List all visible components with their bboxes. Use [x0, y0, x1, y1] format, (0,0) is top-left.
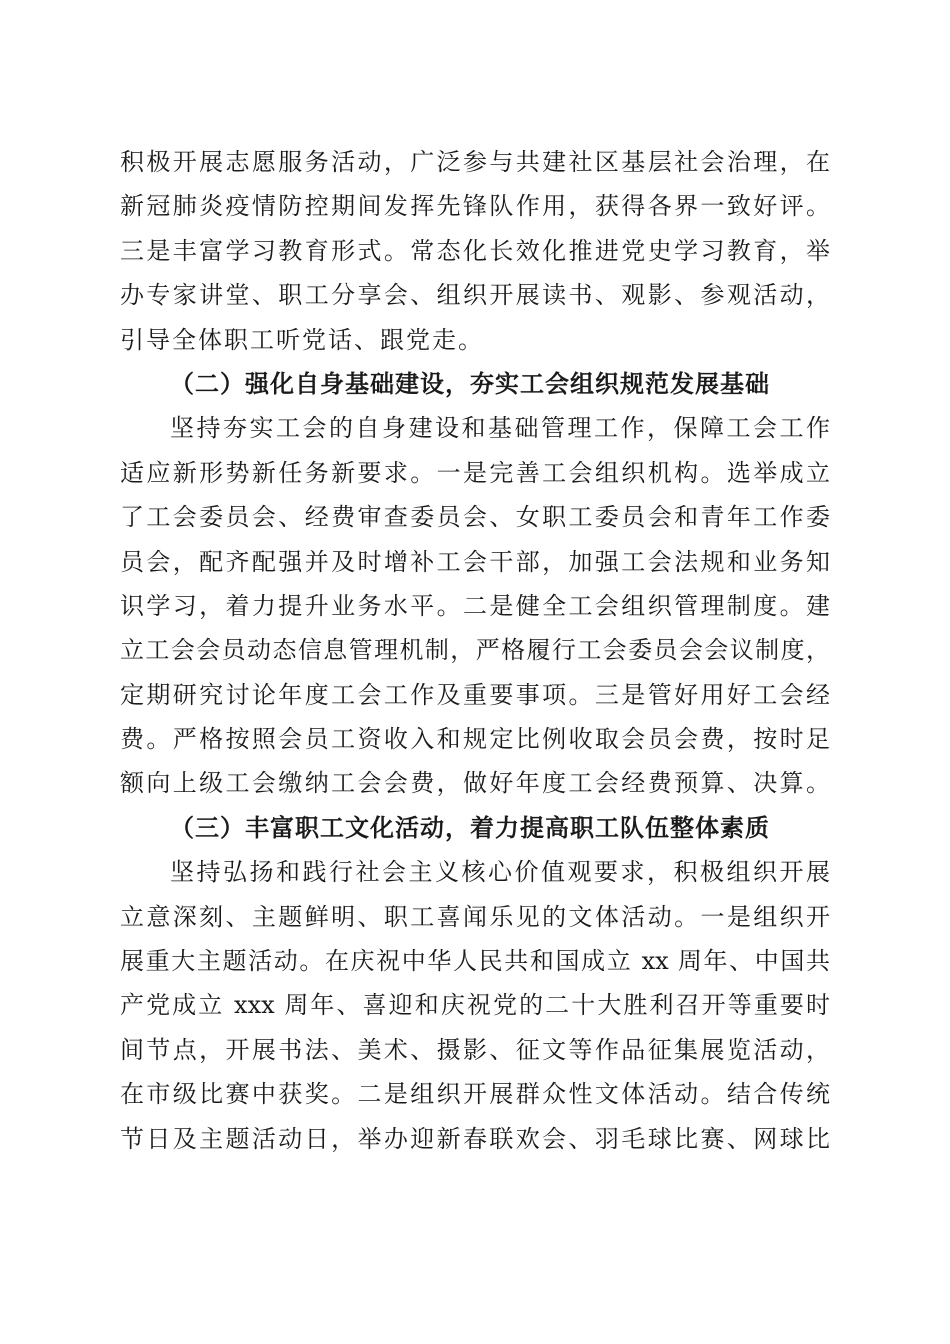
paragraph-line: 立意深刻、主题鲜明、职工喜闻乐见的文体活动。一是组织开: [120, 902, 830, 931]
paragraph-line: 节日及主题活动日，举办迎新春联欢会、羽毛球比赛、网球比: [120, 1124, 830, 1153]
paragraph-line: 员会，配齐配强并及时增补工会干部，加强工会法规和业务知: [120, 547, 830, 576]
paragraph-line: 间节点，开展书法、美术、摄影、征文等作品征集展览活动，: [120, 1035, 830, 1064]
paragraph-line: 办专家讲堂、职工分享会、组织开展读书、观影、参观活动，: [120, 281, 830, 310]
paragraph-line: 在市级比赛中获奖。二是组织开展群众性文体活动。结合传统: [120, 1080, 830, 1109]
paragraph-line: 坚持弘扬和践行社会主义核心价值观要求，积极组织开展: [170, 858, 830, 887]
paragraph-line: 额向上级工会缴纳工会会费，做好年度工会经费预算、决算。: [120, 769, 830, 798]
paragraph-line: 新冠肺炎疫情防控期间发挥先锋队作用，获得各界一致好评。: [120, 192, 830, 221]
paragraph-line: 了工会委员会、经费审查委员会、女职工委员会和青年工作委: [120, 503, 830, 532]
paragraph-line: 费。严格按照会员工资收入和规定比例收取会员会费，按时足: [120, 725, 830, 754]
paragraph-line: 适应新形势新任务新要求。一是完善工会组织机构。选举成立: [120, 458, 830, 487]
paragraph-line: 坚持夯实工会的自身建设和基础管理工作，保障工会工作: [170, 414, 830, 443]
paragraph-line: 定期研究讨论年度工会工作及重要事项。三是管好用好工会经: [120, 680, 830, 709]
section-heading-2: （二）强化自身基础建设，夯实工会组织规范发展基础: [170, 368, 770, 398]
paragraph-line: 立工会会员动态信息管理机制，严格履行工会委员会会议制度，: [120, 636, 830, 665]
paragraph-line: 识学习，着力提升业务水平。二是健全工会组织管理制度。建: [120, 591, 830, 620]
document-body: [120, 140, 830, 1161]
paragraph-line: 展重大主题活动。在庆祝中华人民共和国成立 xx 周年、中国共: [120, 947, 830, 976]
paragraph-line: 引导全体职工听党话、跟党走。: [120, 325, 484, 354]
section-heading-3: （三）丰富职工文化活动，着力提高职工队伍整体素质: [170, 812, 770, 842]
paragraph-line: 积极开展志愿服务活动，广泛参与共建社区基层社会治理，在: [120, 148, 830, 176]
paragraph-line: 三是丰富学习教育形式。常态化长效化推进党史学习教育，举: [120, 236, 830, 265]
paragraph-line: 产党成立 xxx 周年、喜迎和庆祝党的二十大胜利召开等重要时: [120, 991, 830, 1020]
